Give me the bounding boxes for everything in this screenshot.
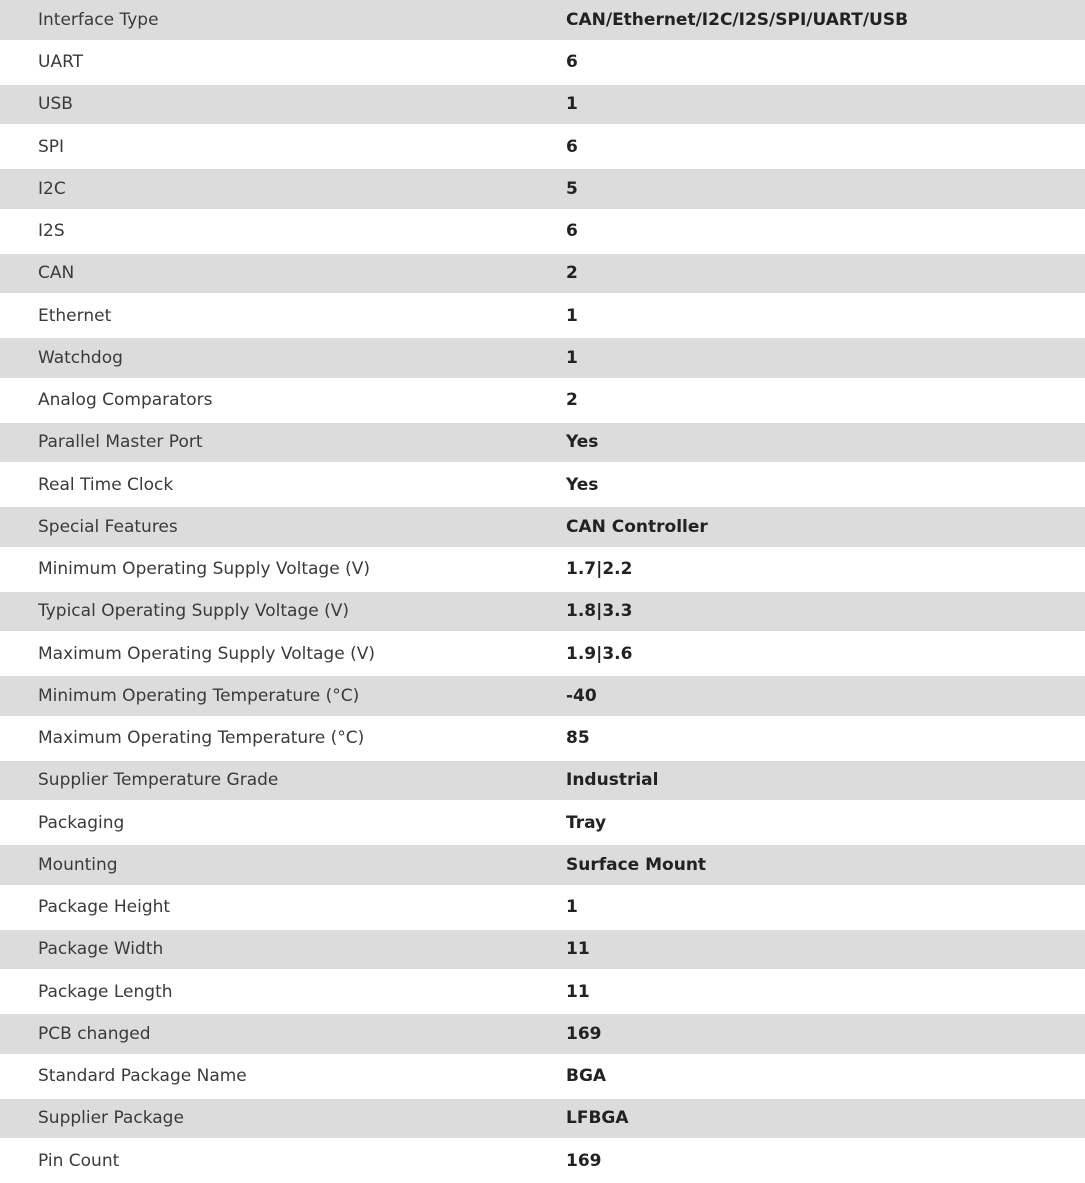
spec-value: Industrial [566,770,659,791]
spec-row [0,423,1085,463]
spec-value: CAN Controller [566,516,708,537]
spec-row [0,378,1085,423]
spec-label: Parallel Master Port [38,432,203,453]
spec-label: Minimum Operating Supply Voltage (V) [38,559,370,579]
spec-row [0,462,1085,507]
spec-row [0,547,1085,592]
spec-value: 169 [566,1023,602,1044]
spec-row [0,40,1085,85]
spec-row [0,676,1085,716]
spec-label: Package Width [38,939,164,960]
spec-label: Typical Operating Supply Voltage (V) [38,601,349,622]
spec-value: 6 [566,52,578,72]
spec-value: BGA [566,1066,607,1086]
spec-row [0,845,1085,885]
spec-value: 6 [566,136,578,157]
spec-value: 2 [566,390,578,410]
spec-row [0,716,1085,761]
spec-row [0,631,1085,676]
spec-row [0,507,1085,547]
spec-value: 1.9|3.6 [566,643,633,664]
spec-label: Package Height [38,897,171,917]
spec-value: 1.8|3.3 [566,601,633,622]
spec-label: Maximum Operating Temperature (°C) [38,728,365,748]
spec-value: 1.7|2.2 [566,559,633,579]
spec-row [0,1014,1085,1054]
spec-value: -40 [566,685,597,706]
spec-label: Supplier Temperature Grade [38,770,279,791]
spec-value: 2 [566,263,578,284]
spec-row [0,124,1085,169]
spec-label: CAN [38,263,75,284]
spec-value: Tray [566,812,607,833]
spec-label: Real Time Clock [38,474,174,495]
spec-row [0,1138,1085,1183]
spec-label: USB [38,94,73,115]
spec-value: 5 [566,178,578,199]
spec-label: Pin Count [38,1150,120,1171]
spec-label: Supplier Package [38,1108,184,1129]
spec-row [0,800,1085,845]
spec-label: Ethernet [38,305,112,326]
spec-row [0,293,1085,338]
spec-label: Minimum Operating Temperature (°C) [38,685,360,706]
spec-row [0,885,1085,930]
spec-value: CAN/Ethernet/I2C/I2S/SPI/UART/USB [566,9,909,30]
spec-row [0,209,1085,254]
spec-label: Interface Type [38,9,159,30]
spec-label: Analog Comparators [38,390,213,410]
spec-value: LFBGA [566,1108,629,1129]
spec-label: I2S [38,221,65,241]
spec-label: Watchdog [38,347,123,368]
spec-value: 169 [566,1150,602,1171]
spec-row [0,85,1085,125]
spec-label: Package Length [38,981,173,1002]
spec-value: 85 [566,728,590,748]
spec-label: UART [38,52,84,72]
spec-row [0,254,1085,294]
spec-value: 11 [566,939,590,960]
spec-row [0,338,1085,378]
spec-row [0,169,1085,209]
spec-row [0,592,1085,632]
spec-label: Mounting [38,854,118,875]
spec-label: PCB changed [38,1023,151,1044]
spec-value: 1 [566,94,578,115]
spec-row [0,1054,1085,1099]
spec-value: 1 [566,897,578,917]
spec-label: I2C [38,178,66,199]
spec-value: Surface Mount [566,854,707,875]
spec-value: 6 [566,221,578,241]
spec-label: Special Features [38,516,178,537]
spec-row [0,1099,1085,1139]
spec-label: Maximum Operating Supply Voltage (V) [38,643,375,664]
spec-value: Yes [566,474,599,495]
spec-value: 1 [566,305,578,326]
spec-row [0,761,1085,801]
spec-row [0,0,1085,40]
spec-value: Yes [566,432,599,453]
spec-label: Packaging [38,812,125,833]
spec-label: Standard Package Name [38,1066,247,1086]
spec-value: 1 [566,347,578,368]
spec-value: 11 [566,981,590,1002]
spec-row [0,969,1085,1014]
spec-label: SPI [38,136,65,157]
spec-row [0,930,1085,970]
